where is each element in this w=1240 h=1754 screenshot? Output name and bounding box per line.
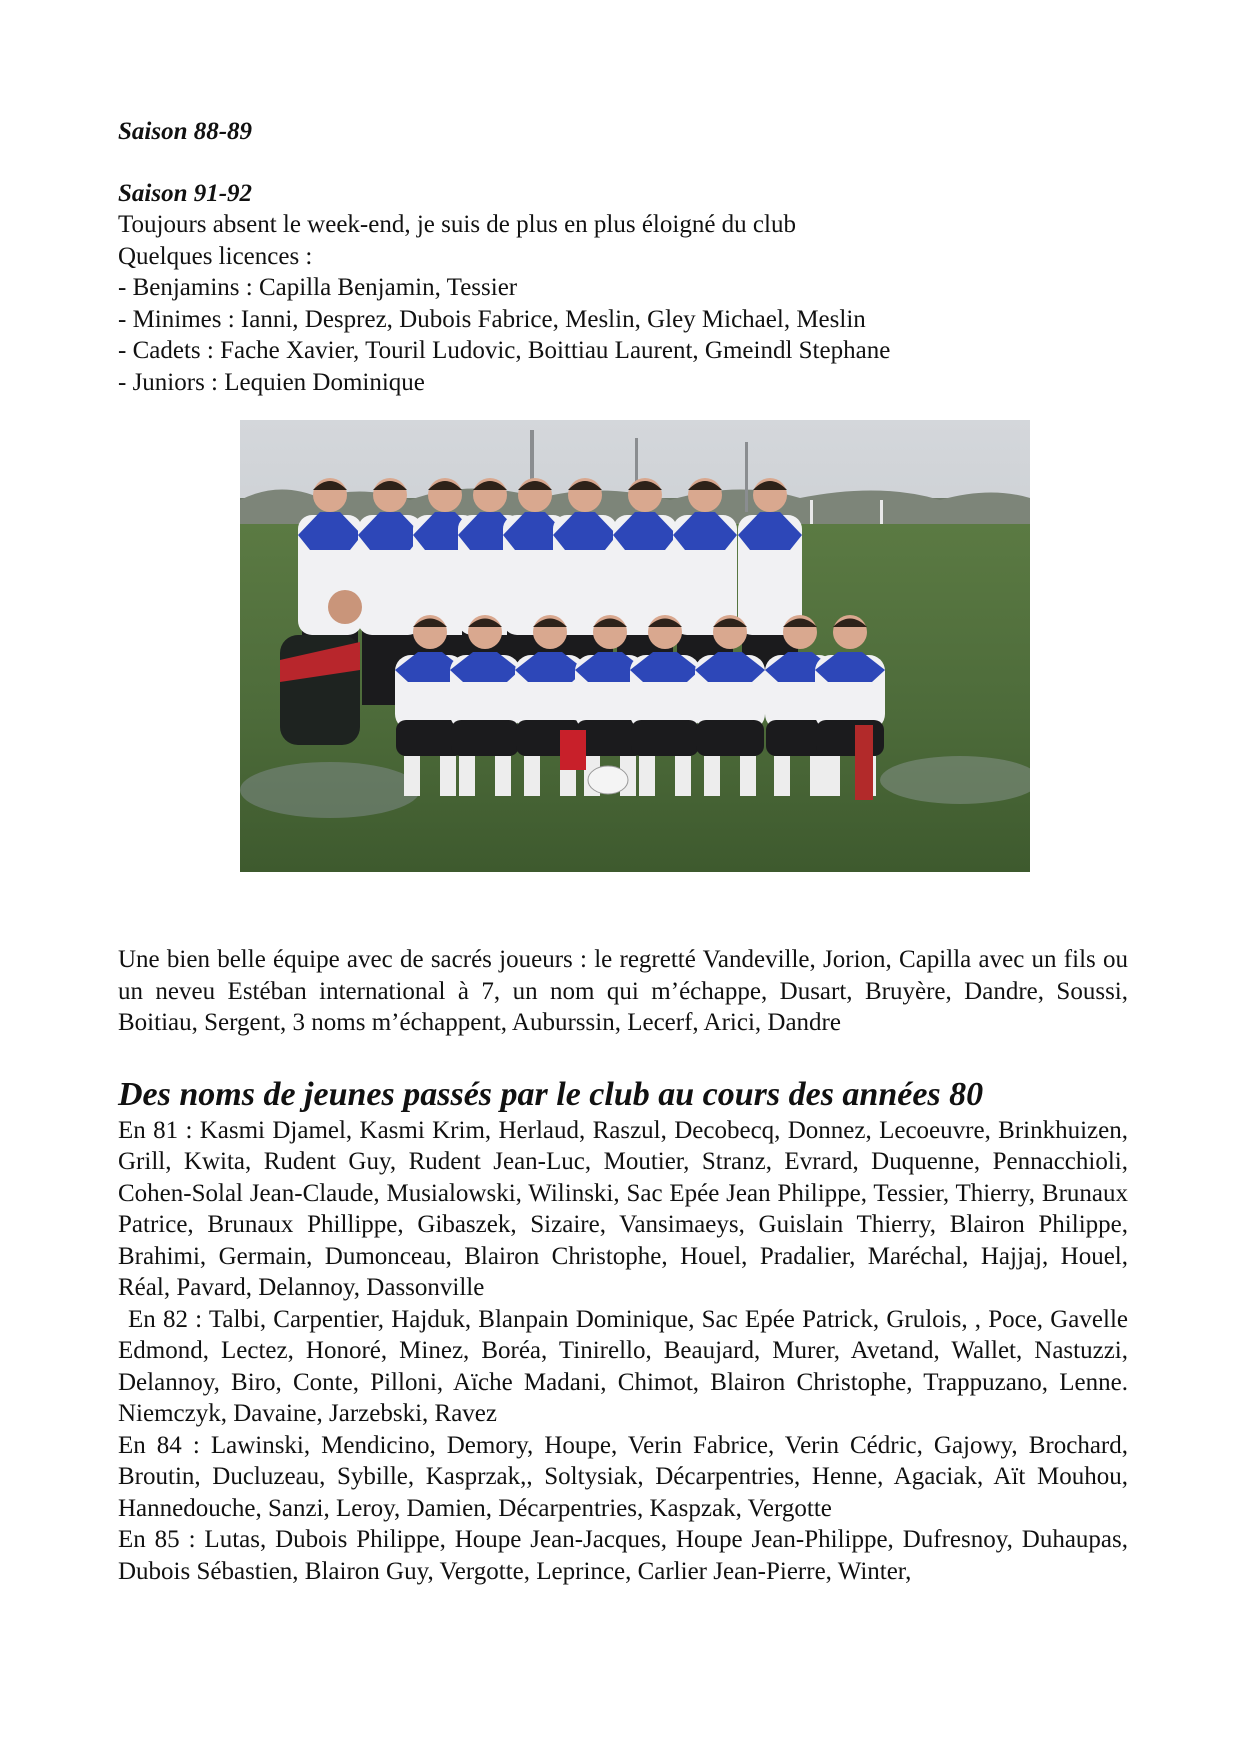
photo-caption: Une bien belle équipe avec de sacrés joueurs : le regretté Vandeville, Jorion, Capilla avec un fils ou un neveu Estéban international à 7, un nom qui m’échappe, Dusart, Bruyère, Dandre, Soussi, Boitiau, Sergent, 3 noms m’échappent, Auburssin, Lecerf, Arici, Dandre <box>118 946 1128 1036</box>
paragraph-81: En 81 : Kasmi Djamel, Kasmi Krim, Herlaud, Raszul, Decobecq, Donnez, Lecoeuvre, Brinkhuizen, Grill, Kwita, Rudent Guy, Rudent Jean-Luc, Moutier, Stranz, Evrard, Duquenne, Pennacchioli, Cohen-Solal Jean-Claude, Musialowski, Wilinski, Sac Epée Jean Philippe, Tessier, Thierry, Brunaux Patrice, Brunaux Phillippe, Gibaszek, Sizaire, Vansimaeys, Guislain Thierry, Blairon Philippe, Brahimi, Germain, Dumonceau, Blairon Christophe, Houel, Pradalier, Maréchal, Hajjaj, Houel, Réal, Pavard, Delannoy, Dassonville <box>118 1116 1128 1301</box>
licence-juniors: - Juniors : Lequien Dominique <box>118 368 425 396</box>
paragraph-85: En 85 : Lutas, Dubois Philippe, Houpe Jean-Jacques, Houpe Jean-Philippe, Dufresnoy, Duhaupas, Dubois Sébastien, Blairon Guy, Vergotte, Leprince, Carlier Jean-Pierre, Winter, <box>118 1526 1128 1585</box>
licence-minimes: - Minimes : Ianni, Desprez, Dubois Fabrice, Meslin, Gley Michael, Meslin <box>118 305 866 333</box>
season-88-89-title: Saison 88-89 <box>118 118 253 145</box>
licence-cadets: - Cadets : Fache Xavier, Touril Ludovic, Boittiau Laurent, Gmeindl Stephane <box>118 337 891 364</box>
document-page <box>118 116 1128 1587</box>
intro-line: Quelques licences : <box>118 242 313 270</box>
team-photo <box>240 420 1030 872</box>
licence-benjamins: - Benjamins : Capilla Benjamin, Tessier <box>118 274 518 301</box>
section-heading: Des noms de jeunes passés par le club au cours des années 80 <box>118 1075 984 1113</box>
team-photo-image <box>240 420 1030 872</box>
intro-line: Toujours absent le week-end, je suis de plus en plus éloigné du club <box>118 211 796 238</box>
season-91-92-title: Saison 91-92 <box>118 180 253 207</box>
paragraph-84: En 84 : Lawinski, Mendicino, Demory, Houpe, Verin Fabrice, Verin Cédric, Gajowy, Brochard, Broutin, Ducluzeau, Sybille, Kasprzak,, Soltysiak, Décarpentries, Henne, Agaciak, Aït Mouhou, Hannedouche, Sanzi, Leroy, Damien, Décarpentries, Kaspzak, Vergotte <box>118 1431 1128 1522</box>
paragraph-82: En 82 : Talbi, Carpentier, Hajduk, Blanpain Dominique, Sac Epée Patrick, Grulois, , Poce, Gavelle Edmond, Lectez, Honoré, Minez, Boréa, Tinirello, Beaujard, Murer, Avetand, Wallet, Nastuzzi, Delannoy, Biro, Conte, Pilloni, Aïche Madani, Chimot, Blairon Christophe, Trappuzano, Lenne. Niemczyk, Davaine, Jarzebski, Ravez <box>118 1305 1128 1427</box>
